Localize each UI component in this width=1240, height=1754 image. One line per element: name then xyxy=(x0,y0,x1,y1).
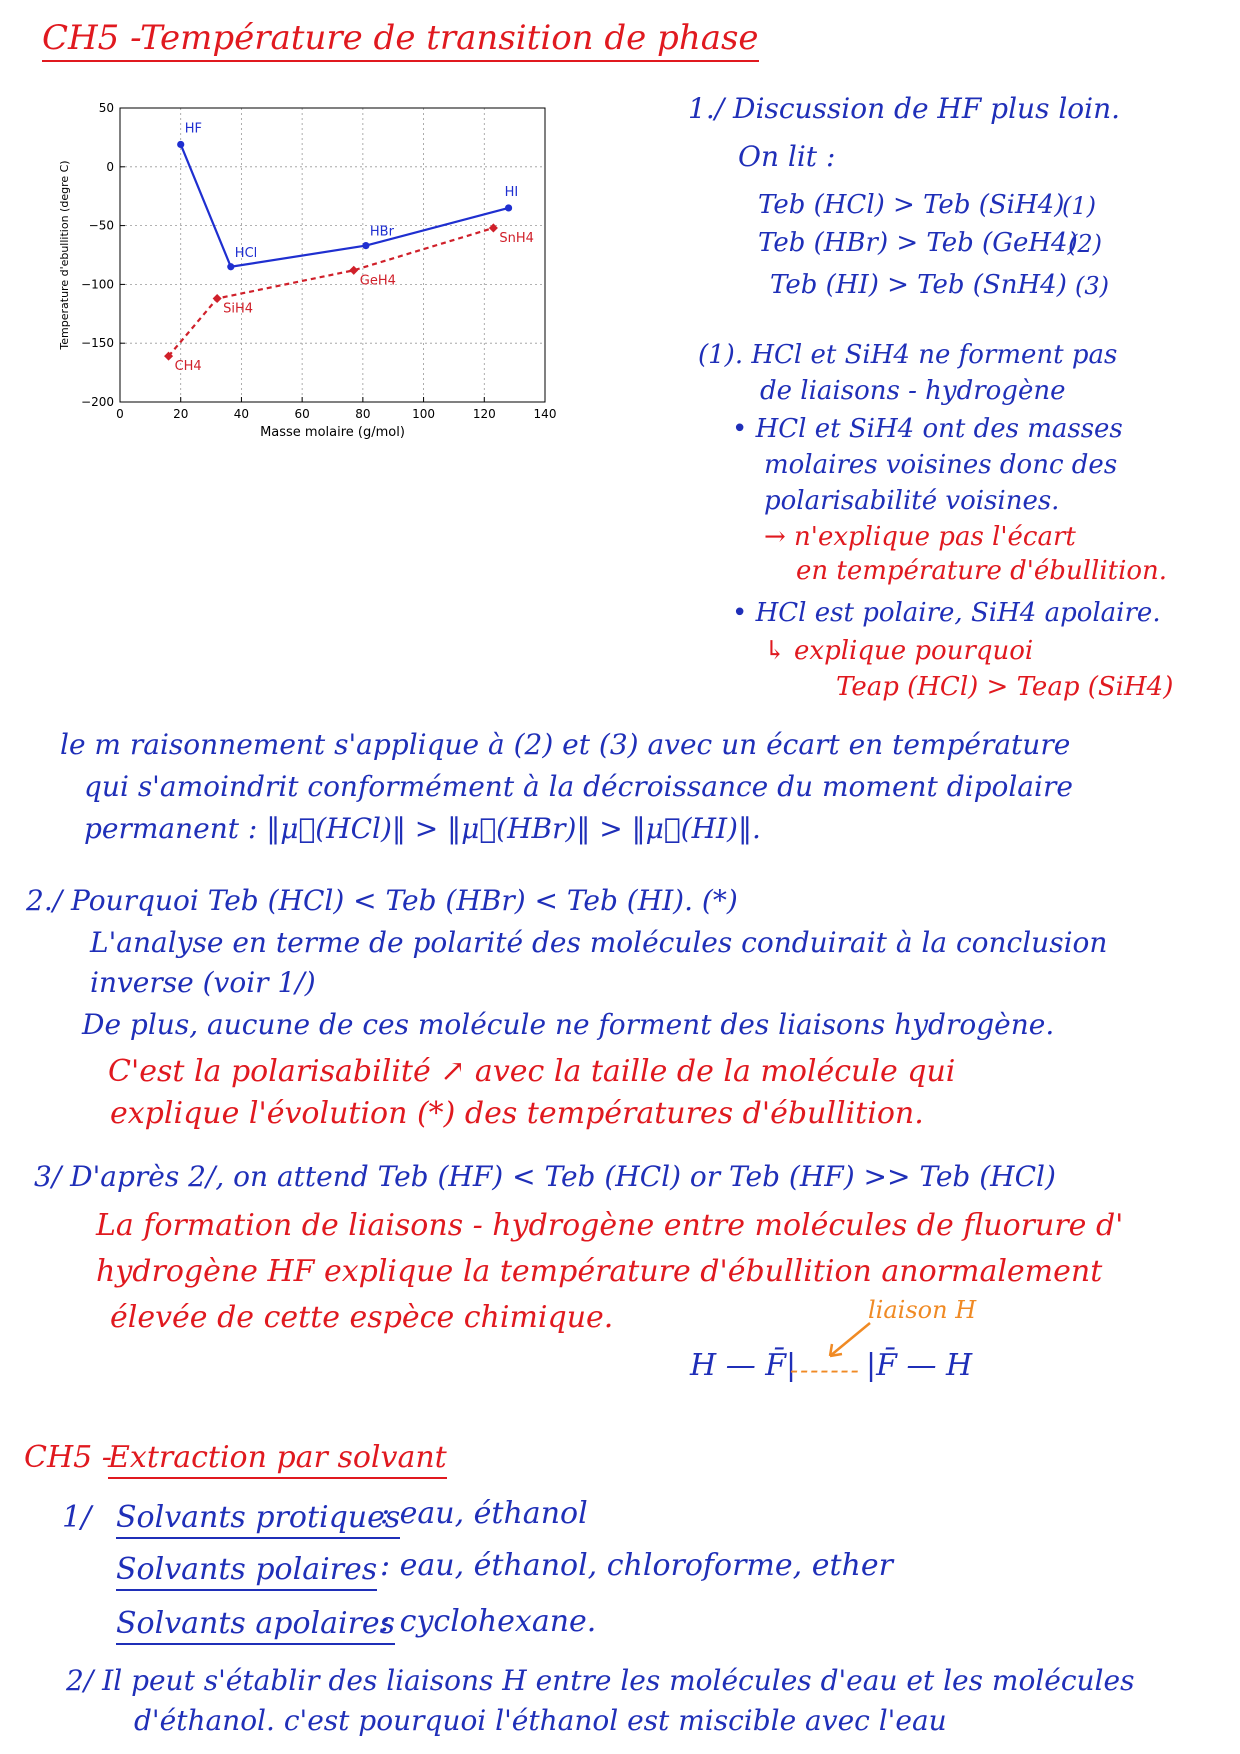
y-tick-label-0: 50 xyxy=(98,101,114,115)
point-label-HBr: HBr xyxy=(369,224,394,240)
page-title xyxy=(140,18,759,58)
teb-row-3: Teb (HI) > Teb (SnH4) xyxy=(770,270,1067,300)
q1-on-lit: On lit : xyxy=(738,140,836,173)
teb-row-1: Teb (HCl) > Teb (SiH4) xyxy=(758,190,1065,220)
paragraph1-line3: permanent : ‖μ⃗(HCl)‖ > ‖μ⃗(HBr)‖ > ‖μ⃗(HI)‖. xyxy=(84,812,761,845)
point2-line2: molaires voisines donc des xyxy=(764,450,1118,480)
section2-title-text: Extraction par solvant xyxy=(108,1440,447,1479)
teb-row-1-num: (1) xyxy=(1062,192,1096,220)
y-tick-label-3: −100 xyxy=(81,277,114,292)
item4-line2: d'éthanol. c'est pourquoi l'éthanol est miscible avec l'eau xyxy=(134,1704,947,1737)
y-tick-label-1: 0 xyxy=(106,159,114,174)
section2-title xyxy=(108,1440,447,1475)
point1-line1: (1). HCl et SiH4 ne forment pas xyxy=(698,340,1118,370)
q2-line4: De plus, aucune de ces molécule ne forment des liaisons hydrogène. xyxy=(82,1008,1055,1041)
x-tick-label-5: 100 xyxy=(412,407,436,421)
point-label-HI: HI xyxy=(504,184,519,200)
x-tick-label-6: 120 xyxy=(472,407,496,421)
item2-value: : eau, éthanol, chloroforme, ether xyxy=(380,1548,893,1583)
liaison-h-label: liaison H xyxy=(868,1296,977,1324)
point-label-HF: HF xyxy=(184,121,202,137)
item1-label-text: Solvants protiques xyxy=(116,1500,400,1539)
point-label-CH4: CH4 xyxy=(174,359,202,375)
y-axis-label: Temperature d'ebullition (degre C) xyxy=(58,160,71,350)
x-tick-label-7: 140 xyxy=(533,407,557,421)
boiling-point-chart xyxy=(40,100,640,500)
data-point-HCl xyxy=(227,263,234,270)
q3-red-line3: élevée de cette espèce chimique. xyxy=(110,1300,614,1335)
point2-line1: • HCl et SiH4 ont des masses xyxy=(732,414,1123,444)
point3-red-line1: ↳ explique pourquoi xyxy=(764,636,1034,666)
point-label-HCl: HCl xyxy=(234,245,258,261)
item1-label xyxy=(116,1500,400,1535)
item1-number: 1/ xyxy=(62,1500,92,1535)
teb-row-3-num: (3) xyxy=(1075,272,1109,300)
item3-label-text: Solvants apolaires xyxy=(116,1606,395,1645)
data-point-GeH4 xyxy=(349,266,358,275)
hydrogen-bond-dashes: ------- xyxy=(790,1356,861,1384)
point-label-GeH4: GeH4 xyxy=(359,273,396,289)
y-tick-label-5: −200 xyxy=(81,395,114,409)
data-point-HBr xyxy=(362,242,369,249)
title-prefix xyxy=(42,18,142,58)
q2-red-line1: C'est la polarisabilité ↗ avec la taille de la molécule qui xyxy=(108,1054,956,1089)
q2-line2: L'analyse en terme de polarité des molécules conduirait à la conclusion xyxy=(90,926,1108,959)
item1-value: : eau, éthanol xyxy=(380,1496,588,1531)
item3-label xyxy=(116,1606,395,1641)
x-tick-label-2: 40 xyxy=(233,407,250,421)
x-tick-label-1: 20 xyxy=(173,407,189,421)
data-point-SiH4 xyxy=(213,294,222,303)
teb-row-2: Teb (HBr) > Teb (GeH4) xyxy=(758,228,1078,258)
q3-red-line2: hydrogène HF explique la température d'ébullition anormalement xyxy=(96,1254,1103,1289)
hf-right-molecule: |F̄ — H xyxy=(866,1348,973,1383)
y-tick-label-2: −50 xyxy=(88,218,114,233)
x-tick-label-3: 60 xyxy=(294,407,310,421)
section2-prefix: CH5 - xyxy=(24,1440,112,1475)
series-line-0 xyxy=(181,144,509,266)
x-tick-label-0: 0 xyxy=(116,407,124,421)
x-axis-label: Masse molaire (g/mol) xyxy=(260,425,405,440)
hf-left-molecule: H — F̄| xyxy=(690,1348,797,1383)
chart-series xyxy=(164,121,534,374)
q2-red-line2: explique l'évolution (*) des températures d'ébullition. xyxy=(110,1096,924,1131)
point-label-SiH4: SiH4 xyxy=(223,301,254,317)
point1-line2: de liaisons - hydrogène xyxy=(760,376,1066,406)
x-tick-label-4: 80 xyxy=(355,407,371,421)
q2-line1: 2./ Pourquoi Teb (HCl) < Teb (HBr) < Teb (HI). (*) xyxy=(26,884,738,917)
point2-red-line2: en température d'ébullition. xyxy=(796,556,1168,586)
q1-intro: 1./ Discussion de HF plus loin. xyxy=(688,92,1121,125)
point3-red-line2: Teap (HCl) > Teap (SiH4) xyxy=(836,672,1174,702)
item2-label-text: Solvants polaires xyxy=(116,1552,377,1591)
point2-red-line1: → n'explique pas l'écart xyxy=(764,522,1076,552)
data-point-HI xyxy=(505,204,512,211)
q3-red-line1: La formation de liaisons - hydrogène entre molécules de fluorure d' xyxy=(96,1208,1124,1243)
chart-ticks xyxy=(81,101,556,421)
y-tick-label-4: −150 xyxy=(81,336,114,351)
data-point-SnH4 xyxy=(489,223,498,232)
q2-line3: inverse (voir 1/) xyxy=(90,966,316,999)
data-point-HF xyxy=(177,141,184,148)
point3-line1: • HCl est polaire, SiH4 apolaire. xyxy=(732,598,1161,628)
item3-value: : cyclohexane. xyxy=(380,1604,597,1639)
item4-line1: 2/ Il peut s'établir des liaisons H entre les molécules d'eau et les molécules xyxy=(66,1664,1135,1697)
paragraph1-line2: qui s'amoindrit conformément à la décroissance du moment dipolaire xyxy=(84,770,1073,803)
teb-row-2-num: (2) xyxy=(1068,230,1102,258)
q3-line1: 3/ D'après 2/, on attend Teb (HF) < Teb (HCl) or Teb (HF) >> Teb (HCl) xyxy=(34,1160,1056,1193)
point-label-SnH4: SnH4 xyxy=(499,230,534,246)
item2-label xyxy=(116,1552,377,1587)
paragraph1-line1: le m raisonnement s'applique à (2) et (3) avec un écart en température xyxy=(60,728,1071,761)
point2-line3: polarisabilité voisines. xyxy=(764,486,1060,516)
series-line-1 xyxy=(169,228,494,356)
title-prefix-text: CH5 - xyxy=(42,18,142,62)
page-title-text: Température de transition de phase xyxy=(140,18,759,62)
